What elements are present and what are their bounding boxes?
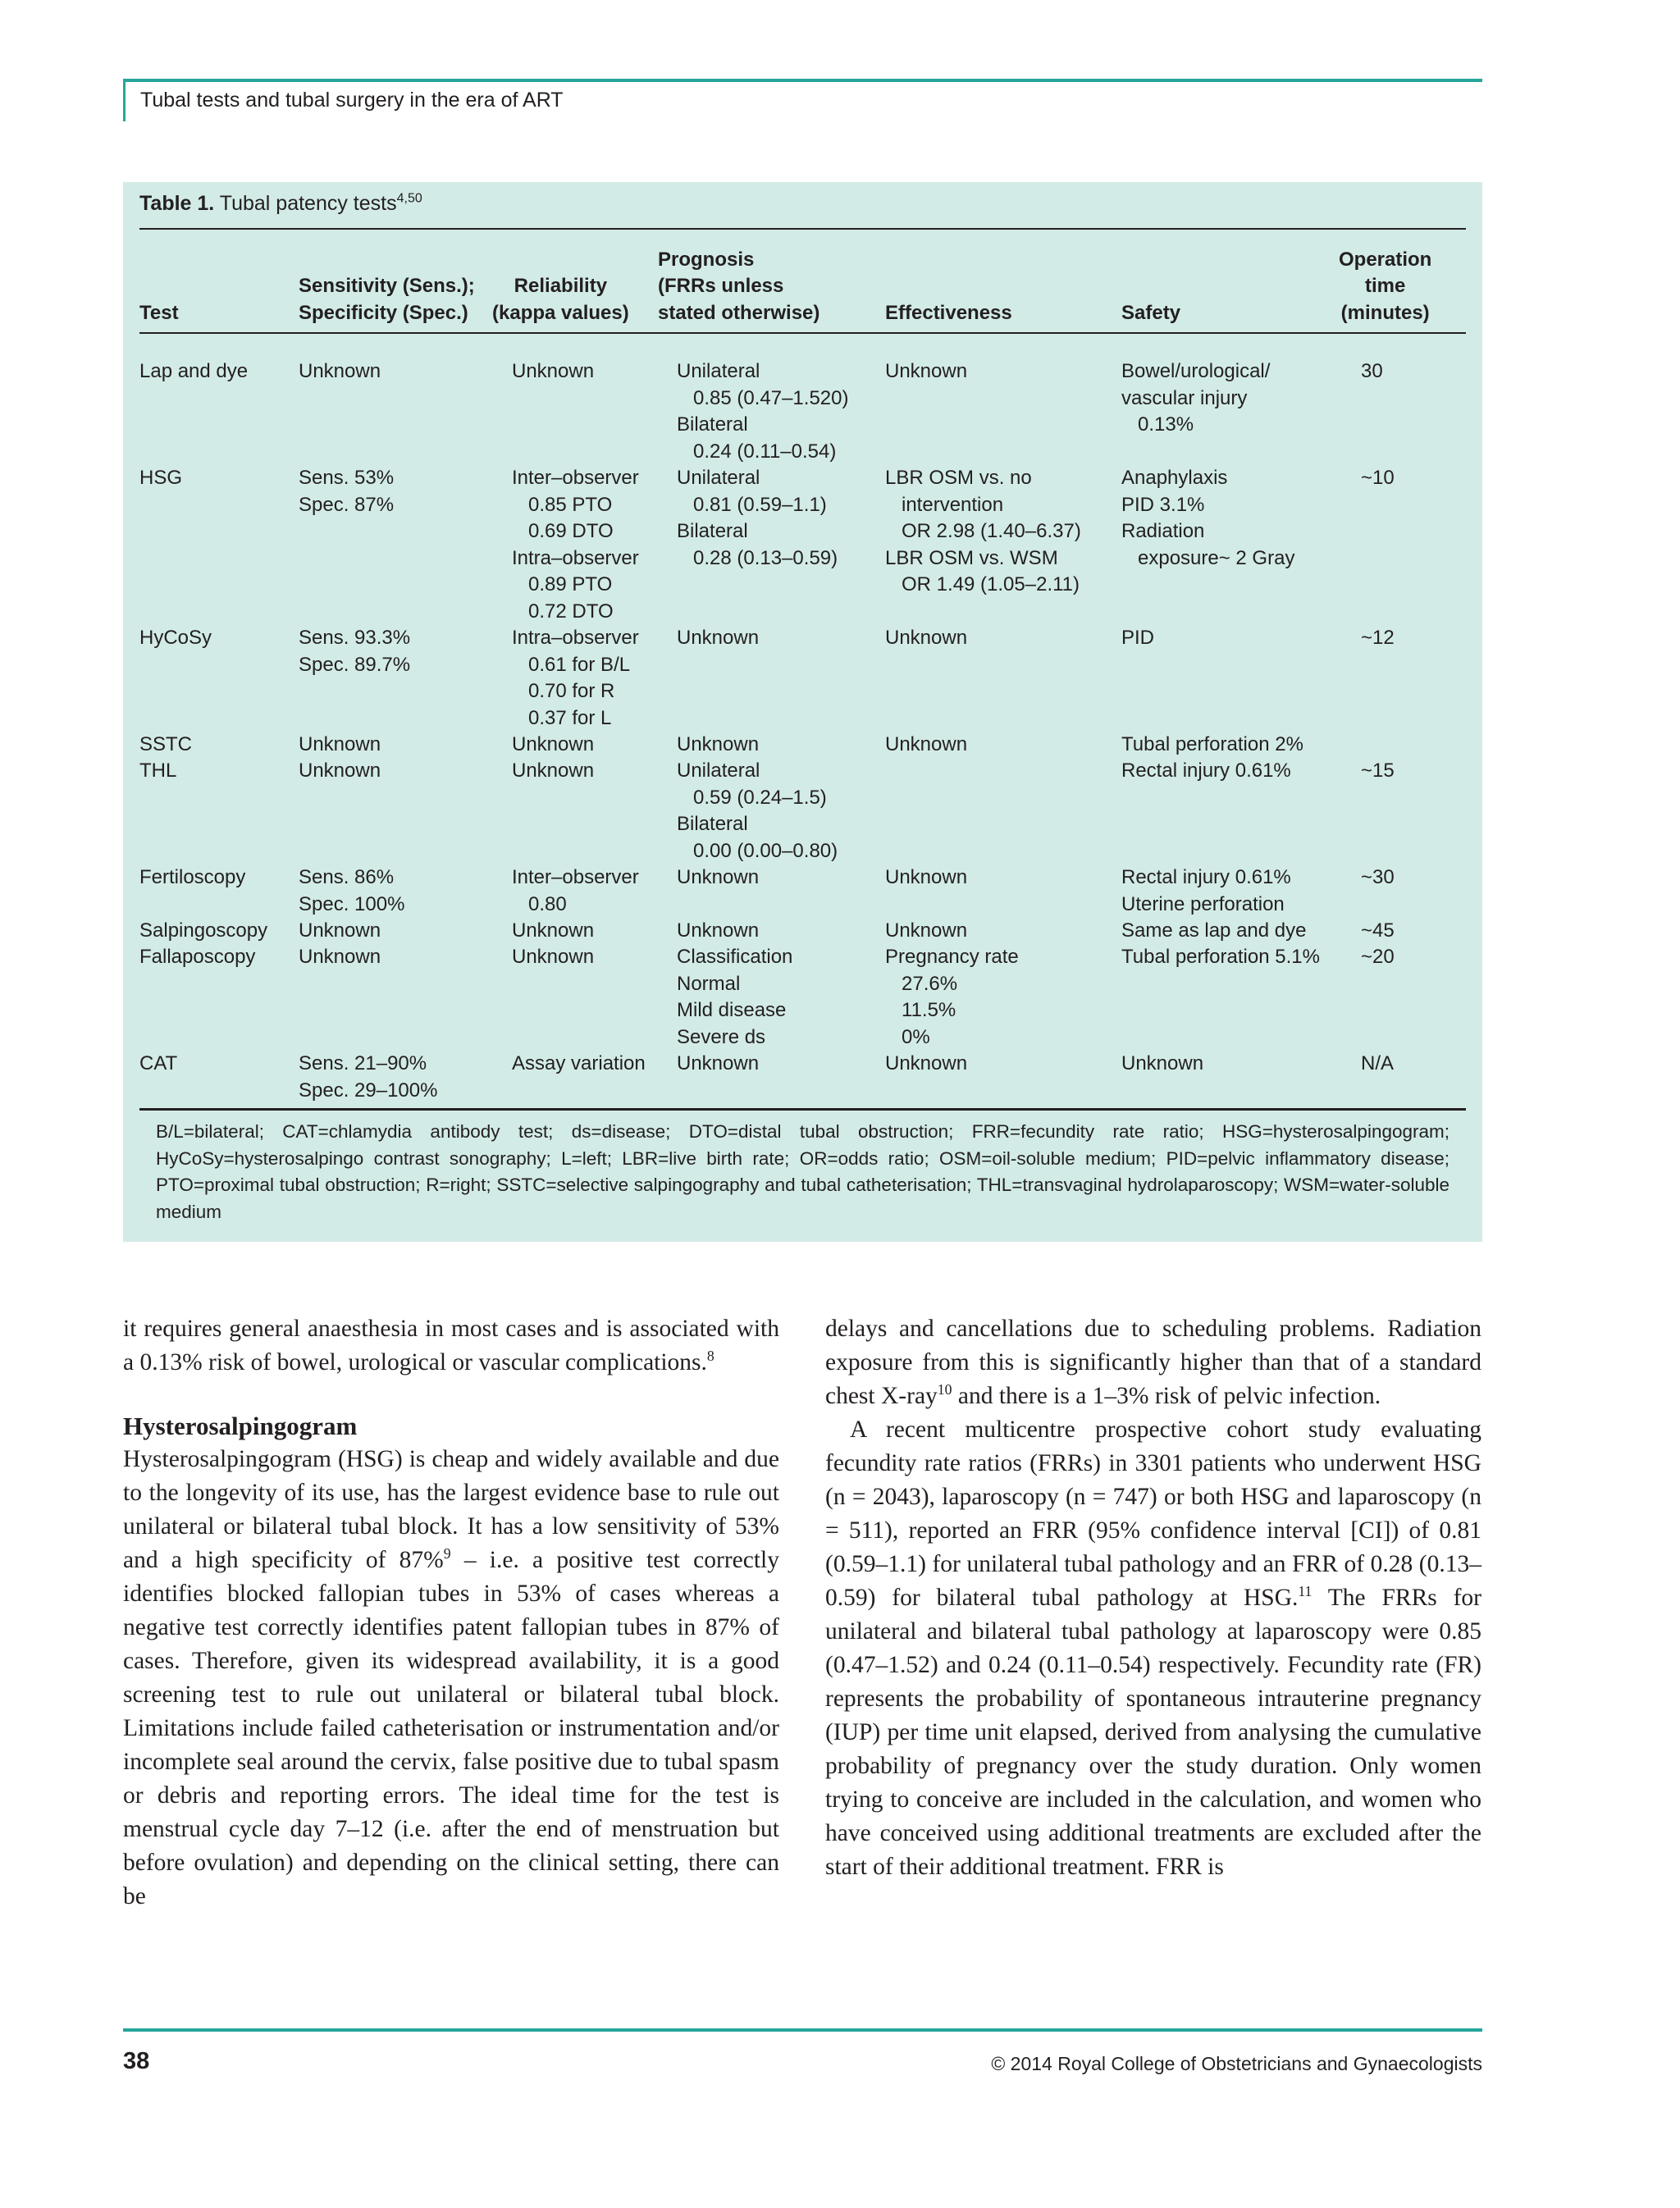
left-paragraph-2 bbox=[123, 1443, 779, 1914]
cell-sensitivity: Unknown bbox=[299, 760, 381, 782]
table-bottom-rule bbox=[139, 1108, 1466, 1111]
cell-safety: Rectal injury 0.61% bbox=[1121, 760, 1291, 782]
right-p2b-text: The FRRs for unilateral and bilateral tubal pathology at laparoscopy were 0.85 (0.47–1.52) and 0.24 (0.11–0.54) respectively. Fecundity rate (FR) represents the probability of spontaneous intrauterine pregnancy (IUP) per time unit elapsed, derived from analysing the cumulative probability of pregnancy over the study duration. Only women trying to conceive are included in the calculation, and women who have conceived using additional treatments are excluded after the start of their additional treatment. FRR is bbox=[825, 1585, 1481, 1880]
table-title: Tubal patency tests bbox=[219, 192, 397, 215]
running-title: Tubal tests and tubal surgery in the era of ART bbox=[140, 89, 564, 112]
table-top-rule bbox=[139, 228, 1466, 230]
cell-sensitivity: Sens. 21–90% Spec. 29–100% bbox=[299, 1052, 438, 1102]
right-p1a-text: delays and cancellations due to scheduling problems. Radiation exposure from this is significantly higher than that of a standard chest X-ray bbox=[825, 1316, 1481, 1409]
table-label: Table 1. bbox=[139, 192, 215, 215]
cell-sensitivity: Unknown bbox=[299, 946, 381, 968]
cell-reliability: Unknown bbox=[512, 760, 595, 782]
left-paragraph-1 bbox=[123, 1312, 779, 1380]
table-header bbox=[139, 244, 1466, 326]
cell-safety: Same as lap and dye bbox=[1121, 919, 1307, 942]
page-number: 38 bbox=[123, 2048, 150, 2074]
cell-time: 30 bbox=[1361, 360, 1383, 382]
col-header-operation-time: Operation time (minutes) bbox=[1339, 248, 1432, 324]
cell-test: THL bbox=[139, 760, 177, 782]
cell-reliability: Unknown bbox=[512, 946, 595, 968]
cell-prognosis: Unknown bbox=[677, 733, 760, 755]
right-p2a-text: A recent multicentre prospective cohort study evaluating fecundity rate ratios (FRRs) in 3301 patients who underwent HSG (n = 2043), laparoscopy (n = 747) or both HSG and laparoscopy (n = 511), reported an FRR (95% confidence interval [CI]) of 0.81 (0.59–1.1) for unilateral tubal pathology and an FRR of 0.28 (0.13–0.59) for bilateral tubal pathology at HSG. bbox=[825, 1416, 1481, 1611]
cell-prognosis: Unknown bbox=[677, 1052, 760, 1074]
right-column bbox=[825, 1312, 1481, 1884]
cell-time: N/A bbox=[1361, 1052, 1395, 1074]
cell-effectiveness: LBR OSM vs. no intervention OR 2.98 (1.40–6.37) LBR OSM vs. WSM OR 1.49 (1.05–2.11) bbox=[885, 467, 1081, 595]
cell-reliability: Inter–observer 0.80 bbox=[512, 866, 639, 915]
cell-prognosis: Unilateral 0.59 (0.24–1.5) Bilateral 0.00 (0.00–0.80) bbox=[677, 760, 838, 862]
right-paragraph-2 bbox=[825, 1413, 1481, 1884]
left-column bbox=[123, 1312, 779, 1914]
col-header-sensitivity: Sensitivity (Sens.); Specificity (Spec.) bbox=[299, 275, 475, 324]
cell-effectiveness: Unknown bbox=[885, 627, 968, 649]
cell-effectiveness: Unknown bbox=[885, 919, 968, 942]
cell-safety: Anaphylaxis PID 3.1% Radiation exposure~ 2 Gray bbox=[1121, 467, 1295, 569]
cell-safety: Rectal injury 0.61% Uterine perforation bbox=[1121, 866, 1291, 915]
cell-safety: Tubal perforation 2% bbox=[1121, 733, 1303, 755]
footer-rule bbox=[123, 2028, 1482, 2032]
cell-prognosis: Unknown bbox=[677, 919, 760, 942]
cell-test: Fallaposcopy bbox=[139, 946, 256, 968]
cell-time: ~12 bbox=[1361, 627, 1395, 649]
cell-sensitivity: Unknown bbox=[299, 733, 381, 755]
cell-safety: Tubal perforation 5.1% bbox=[1121, 946, 1320, 968]
cell-safety: Unknown bbox=[1121, 1052, 1204, 1074]
ref-10: 10 bbox=[937, 1381, 952, 1398]
cell-test: HyCoSy bbox=[139, 627, 212, 649]
cell-reliability: Unknown bbox=[512, 360, 595, 382]
cell-prognosis: Unilateral 0.85 (0.47–1.520) Bilateral 0.24 (0.11–0.54) bbox=[677, 360, 849, 463]
cell-effectiveness: Pregnancy rate 27.6% 11.5% 0% bbox=[885, 946, 1019, 1048]
cell-time: ~20 bbox=[1361, 946, 1395, 968]
cell-test: Lap and dye bbox=[139, 360, 249, 382]
section-heading: Hysterosalpingogram bbox=[123, 1412, 358, 1440]
running-header bbox=[123, 79, 1482, 121]
col-header-effectiveness: Effectiveness bbox=[885, 301, 1012, 324]
ref-8: 8 bbox=[706, 1348, 714, 1365]
table-header-rule bbox=[139, 332, 1466, 334]
col-header-prognosis: Prognosis (FRRs unless stated otherwise) bbox=[658, 248, 820, 324]
cell-sensitivity: Unknown bbox=[299, 360, 381, 382]
table-title-refs: 4,50 bbox=[396, 191, 422, 206]
col-header-test: Test bbox=[139, 301, 179, 324]
left-p2a-text: Hysterosalpingogram (HSG) is cheap and widely available and due to the longevity of its use, has the largest evidence base to rule out unilateral or bilateral tubal block. It has a low sensitivity of 53% and a high specificity of 87% bbox=[123, 1446, 779, 1573]
cell-sensitivity: Sens. 86% Spec. 100% bbox=[299, 866, 405, 915]
table-caption bbox=[139, 192, 422, 216]
cell-safety: PID bbox=[1121, 627, 1155, 649]
left-p1-text: it requires general anaesthesia in most cases and is associated with a 0.13% risk of bowel, urological or vascular complications. bbox=[123, 1316, 779, 1375]
cell-sensitivity: Sens. 53% Spec. 87% bbox=[299, 467, 395, 516]
table-footnote: B/L=bilateral; CAT=chlamydia antibody test; ds=disease; DTO=distal tubal obstruction; FRR=fecundity rate ratio; HSG=hysterosalpingogram; HyCoSy=hysterosalpingo contrast sonography; L=left; LBR=live birth rate; OR=odds ratio; OSM=oil-soluble medium; PID=pelvic inflammatory disease; PTO=proximal tubal obstruction; R=right; SSTC=selective salpingography and tubal catheterisation; THL=transvaginal hydrolaparoscopy; WSM=water-soluble medium bbox=[156, 1121, 1449, 1222]
ref-9: 9 bbox=[443, 1545, 451, 1562]
cell-time: ~15 bbox=[1361, 760, 1395, 782]
cell-sensitivity: Unknown bbox=[299, 919, 381, 942]
right-paragraph-1 bbox=[825, 1312, 1481, 1413]
cell-test: Fertiloscopy bbox=[139, 866, 246, 888]
cell-test: SSTC bbox=[139, 733, 193, 755]
cell-reliability: Assay variation bbox=[512, 1052, 646, 1074]
cell-effectiveness: Unknown bbox=[885, 360, 968, 382]
ref-11: 11 bbox=[1298, 1583, 1312, 1600]
cell-test: HSG bbox=[139, 467, 183, 489]
copyright-notice: © 2014 Royal College of Obstetricians and Gynaecologists bbox=[991, 2053, 1482, 2074]
cell-reliability: Inter–observer 0.85 PTO 0.69 DTO Intra–observer 0.89 PTO 0.72 DTO bbox=[512, 467, 639, 623]
table-panel bbox=[123, 182, 1482, 1242]
cell-safety: Bowel/urological/ vascular injury 0.13% bbox=[1121, 360, 1271, 436]
cell-sensitivity: Sens. 93.3% Spec. 89.7% bbox=[299, 627, 411, 676]
col-header-reliability: Reliability (kappa values) bbox=[492, 275, 629, 324]
cell-time: ~10 bbox=[1361, 467, 1395, 489]
cell-reliability: Unknown bbox=[512, 919, 595, 942]
cell-prognosis: Classification Normal Mild disease Severe ds bbox=[677, 946, 793, 1048]
col-header-safety: Safety bbox=[1121, 301, 1181, 324]
cell-prognosis: Unknown bbox=[677, 866, 760, 888]
cell-prognosis: Unknown bbox=[677, 627, 760, 649]
cell-prognosis: Unilateral 0.81 (0.59–1.1) Bilateral 0.28 (0.13–0.59) bbox=[677, 467, 838, 569]
cell-reliability: Unknown bbox=[512, 733, 595, 755]
cell-time: ~30 bbox=[1361, 866, 1395, 888]
left-p2b-text: – i.e. a positive test correctly identifies blocked fallopian tubes in 53% of cases whereas a negative test correctly identifies patent fallopian tubes in 87% of cases. Therefore, given its widespread availability, it is a good screening test to rule out unilateral or bilateral tubal block. Limitations include failed catheterisation or instrumentation and/or incomplete seal around the cervix, false positive due to tubal spasm or debris and reporting errors. The ideal time for the test is menstrual cycle day 7–12 (i.e. after the end of menstruation but before ovulation) and depending on the clinical setting, there can be bbox=[123, 1547, 779, 1909]
cell-effectiveness: Unknown bbox=[885, 866, 968, 888]
right-p1b-text: and there is a 1–3% risk of pelvic infection. bbox=[952, 1383, 1381, 1409]
cell-effectiveness: Unknown bbox=[885, 1052, 968, 1074]
cell-test: CAT bbox=[139, 1052, 178, 1074]
cell-effectiveness: Unknown bbox=[885, 733, 968, 755]
cell-reliability: Intra–observer 0.61 for B/L 0.70 for R 0.37 for L bbox=[512, 627, 639, 729]
cell-test: Salpingoscopy bbox=[139, 919, 268, 942]
cell-time: ~45 bbox=[1361, 919, 1395, 942]
